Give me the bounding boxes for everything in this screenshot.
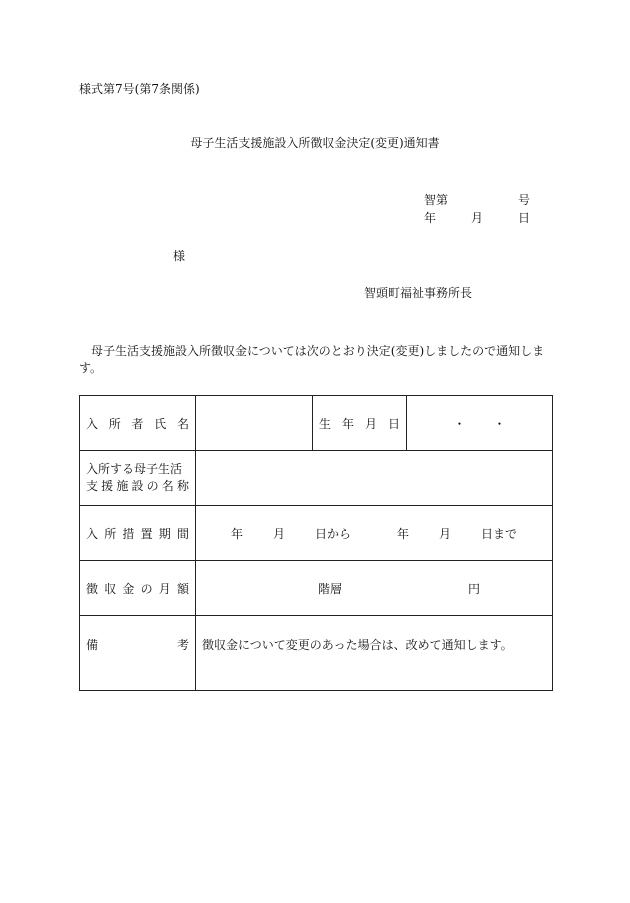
fee-value <box>196 580 552 597</box>
document-title: 母子生活支援施設入所徴収金決定(変更)通知書 <box>190 136 440 150</box>
reference-date <box>424 211 530 226</box>
facility-label-line1: 入所する母子生活 <box>86 462 183 476</box>
note-value-cell <box>196 616 553 691</box>
birth-value: ・ ・ <box>453 416 506 431</box>
name-value-cell <box>196 396 313 451</box>
period-label: 入 所 措 置 期 間 <box>86 526 189 541</box>
table-row-name <box>80 396 553 451</box>
form-number: 様式第7号(第7条関係) <box>79 82 200 96</box>
reference-number <box>424 193 530 208</box>
period-label-cell <box>80 506 196 561</box>
period-end: 年 月 日まで <box>396 526 518 541</box>
name-label-cell <box>80 396 196 451</box>
fee-label: 徴 収 金 の 月 額 <box>86 581 189 596</box>
notice-table <box>79 395 553 691</box>
period-value-cell <box>196 506 553 561</box>
period-dates <box>196 525 552 542</box>
facility-label-line2: 支 援 施 設 の 名 称 <box>86 479 189 493</box>
name-label: 入 所 者 氏 名 <box>86 416 189 431</box>
body-text: 母子生活支援施設入所徴収金については次のとおり決定(変更)しましたので通知します。 <box>79 344 545 375</box>
note-text: 徴収金について変更のあった場合は、改めて通知します。 <box>202 638 513 652</box>
note-label-cell <box>80 616 196 691</box>
addressee-suffix: 様 <box>173 249 186 263</box>
date-year: 年 <box>424 211 437 225</box>
facility-label-cell <box>80 451 196 506</box>
fee-tier: 階層 <box>318 581 343 596</box>
fee-label-cell <box>80 561 196 616</box>
table-row-period <box>80 506 553 561</box>
date-day: 日 <box>517 211 530 225</box>
note-label: 備 考 <box>86 638 189 652</box>
birth-label: 生 年 月 日 <box>319 416 400 431</box>
birth-label-cell <box>313 396 407 451</box>
fee-unit: 円 <box>468 581 481 596</box>
date-month: 月 <box>470 211 483 225</box>
sender-name: 智頭町福祉事務所長 <box>364 286 473 300</box>
fee-value-cell <box>196 561 553 616</box>
reference-number-prefix: 智第 <box>424 193 449 207</box>
reference-number-suffix: 号 <box>517 193 530 207</box>
table-row-fee <box>80 561 553 616</box>
table-row-facility <box>80 451 553 506</box>
period-start: 年 月 日から <box>230 526 352 541</box>
birth-value-cell <box>407 396 553 451</box>
facility-value-cell <box>196 451 553 506</box>
table-row-note <box>80 616 553 691</box>
